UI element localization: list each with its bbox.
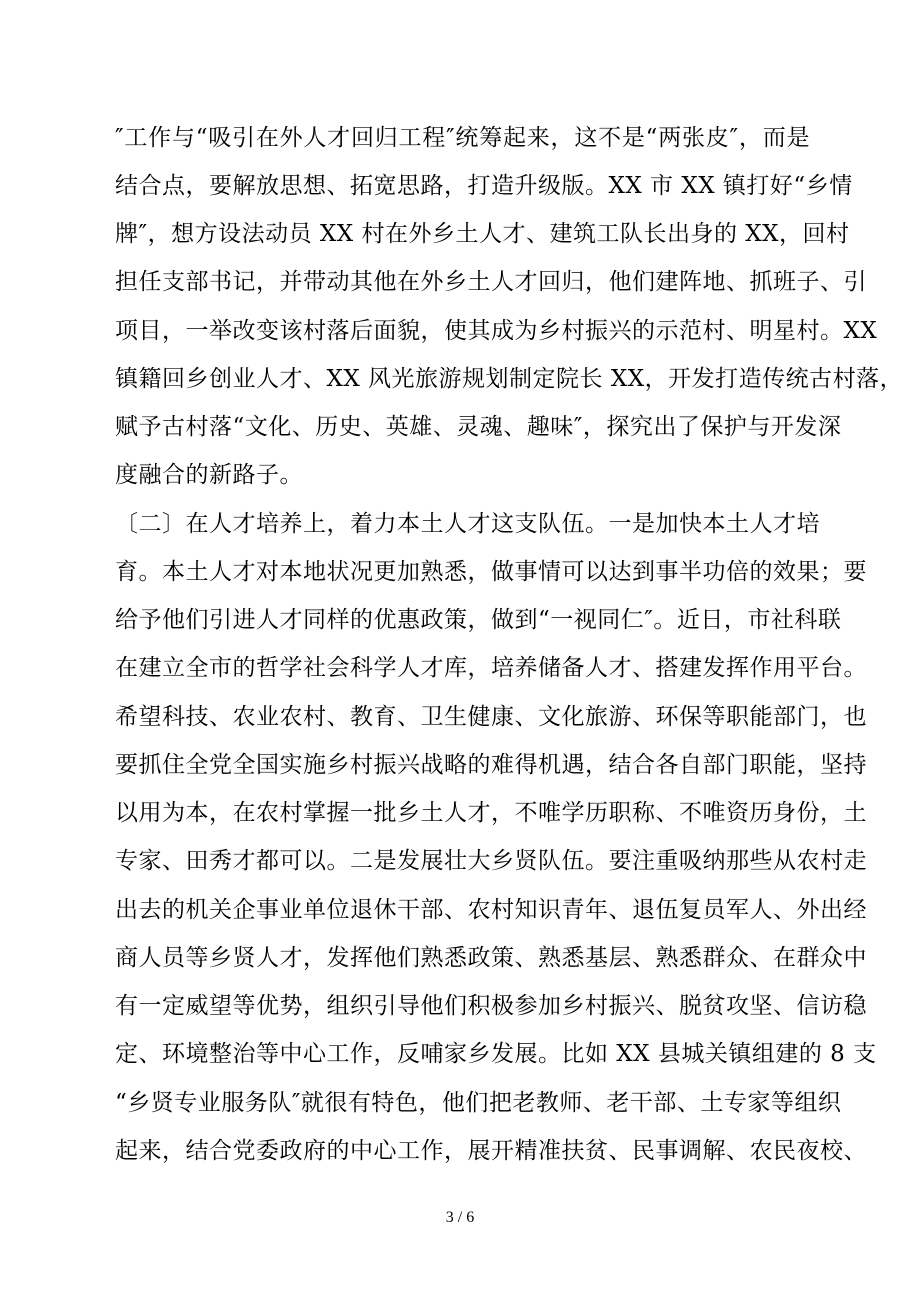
paragraph-2-line-2: 育。本土人才对本地状况更加熟悉，做事情可以达到事半功倍的效果；要 [115,559,867,585]
paragraph-1-line-5: 项目，一举改变该村落后面貌，使其成为乡村振兴的示范村、明星村。XX [115,318,878,344]
paragraph-1-line-2: 结合点，要解放思想、拓宽思路，打造升级版。XX 市 XX 镇打好“乡情 [115,173,853,199]
paragraph-2-line-12: 定、环境整治等中心工作，反哺家乡发展。比如 XX 县城关镇组建的 8 支 [115,1041,877,1067]
paragraph-2-line-10: 商人员等乡贤人才，发挥他们熟悉政策、熟悉基层、熟悉群众、在群众中 [115,945,867,971]
paragraph-2-line-8: 专家、田秀才都可以。二是发展壮大乡贤队伍。要注重吸纳那些从农村走 [115,848,867,874]
paragraph-2-line-1: 〔二〕在人才培养上，着力本土人才这支队伍。一是加快本土人才培 [115,511,820,537]
page-number: 3 / 6 [445,1209,475,1226]
paragraph-1-line-6: 镇籍回乡创业人才、XX 风光旅游规划制定院长 XX，开发打造传统古村落， [115,366,904,392]
paragraph-2-line-7: 以用为本，在农村掌握一批乡土人才，不唯学历职称、不唯资历身份，土 [115,800,867,826]
paragraph-2-line-6: 要抓住全党全国实施乡村振兴战略的难得机遇，结合各自部门职能，坚持 [115,752,867,778]
paragraph-2-line-4: 在建立全市的哲学社会科学人才库，培养储备人才、搭建发挥作用平台。 [115,655,867,681]
paragraph-2-line-11: 有一定威望等优势，组织引导他们积极参加乡村振兴、脱贫攻坚、信访稳 [115,993,867,1019]
paragraph-2-line-14: 起来，结合党委政府的中心工作，展开精准扶贫、民事调解、农民夜校、 [115,1138,867,1164]
paragraph-2-line-3: 给予他们引进人才同样的优惠政策，做到“一视同仁″。近日，市社科联 [115,607,842,633]
paragraph-1-line-1: ″工作与“吸引在外人才回归工程″统筹起来，这不是“两张皮″，而是 [115,125,810,151]
paragraph-2-line-13: “乡贤专业服务队″就很有特色，他们把老教师、老干部、土专家等组织 [115,1090,842,1116]
paragraph-2-line-5: 希望科技、农业农村、教育、卫生健康、文化旅游、环保等职能部门，也 [115,704,867,730]
paragraph-1-line-4: 担任支部书记，并带动其他在外乡土人才回归，他们建阵地、抓班子、引 [115,269,867,295]
paragraph-2-line-9: 出去的机关企事业单位退休干部、农村知识青年、退伍复员军人、外出经 [115,897,867,923]
paragraph-1-line-3: 牌″，想方设法动员 XX 村在外乡土人才、建筑工队长出身的 XX，回村 [115,221,850,247]
paragraph-1-line-8: 度融合的新路子。 [115,462,303,488]
paragraph-1-line-7: 赋予古村落“文化、历史、英雄、灵魂、趣味″，探究出了保护与开发深 [115,414,842,440]
